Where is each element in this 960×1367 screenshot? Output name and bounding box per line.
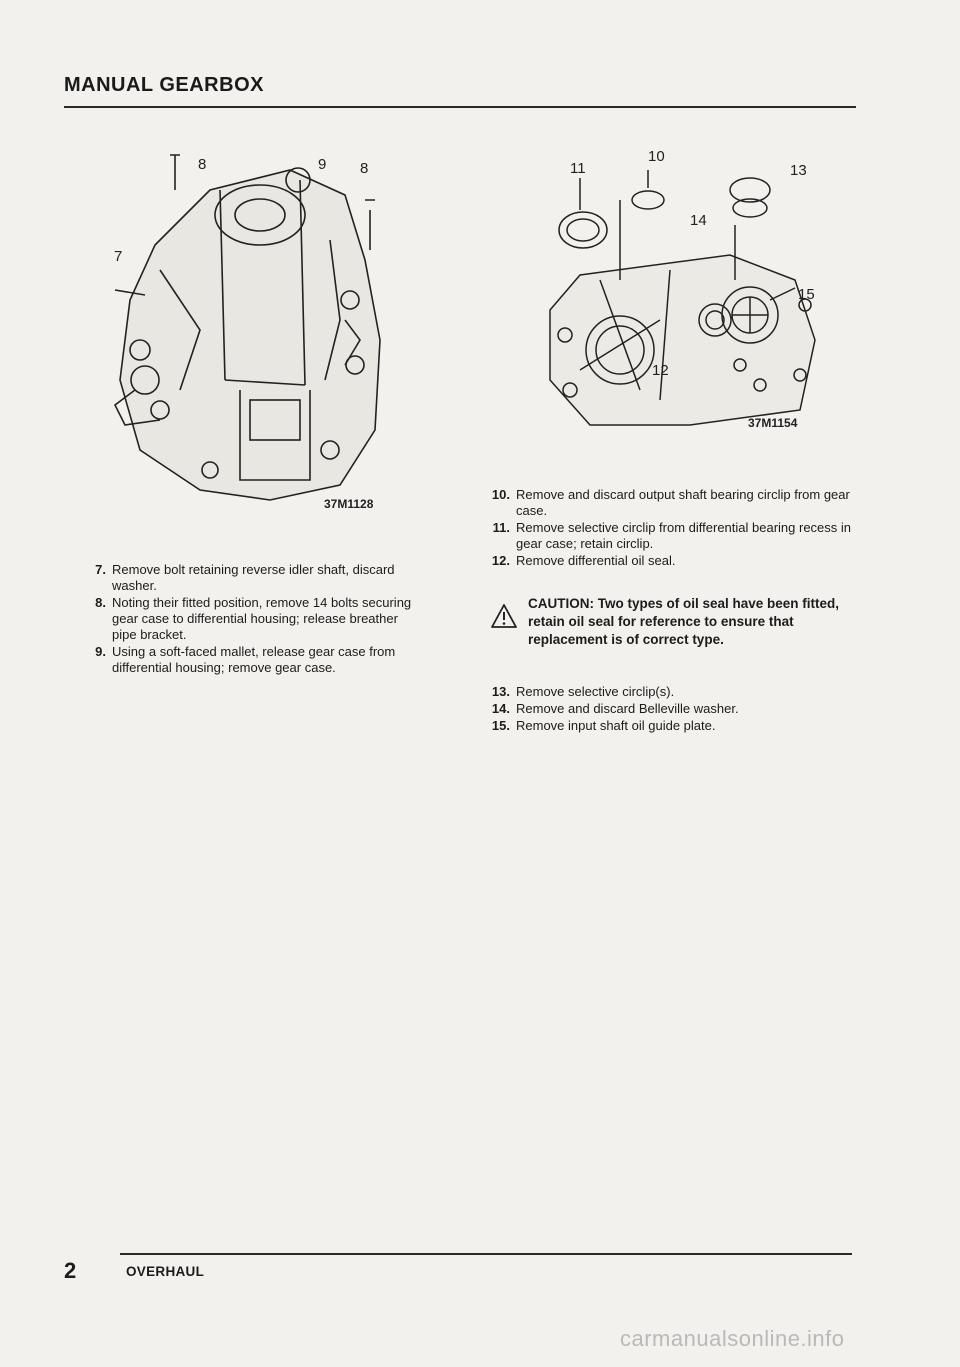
step-item — [476, 684, 856, 700]
callout-15: 15 — [798, 286, 815, 303]
step-item — [476, 701, 856, 717]
step-item — [476, 718, 856, 734]
step-item — [72, 562, 422, 594]
step-text: Remove selective circlip(s). — [516, 684, 675, 699]
footer-rule — [120, 1253, 852, 1255]
step-text: Noting their fitted position, remove 14 bolts securing gear case to differential housing; release breather pipe bracket. — [112, 595, 412, 642]
page-title: MANUAL GEARBOX — [64, 74, 264, 96]
step-number: 7. — [95, 562, 106, 577]
step-number: 9. — [95, 644, 106, 659]
header-rule — [64, 106, 856, 108]
watermark: carmanualsonline.info — [620, 1326, 845, 1351]
step-text: Remove and discard Belleville washer. — [516, 701, 739, 716]
page-number: 2 — [64, 1258, 77, 1283]
steps-list-right-a — [476, 487, 856, 570]
callout-11: 11 — [570, 160, 586, 177]
callout-12: 12 — [652, 362, 669, 379]
callout-10: 10 — [648, 148, 665, 165]
step-number: 11. — [492, 520, 510, 535]
steps-list-left — [72, 562, 422, 677]
step-number: 13. — [491, 684, 510, 699]
step-item — [476, 520, 856, 552]
step-text: Remove input shaft oil guide plate. — [516, 718, 716, 733]
callout-8b: 8 — [360, 160, 369, 177]
step-number: 15. — [491, 718, 510, 733]
step-text: Remove and discard output shaft bearing circlip from gear case. — [516, 487, 850, 518]
step-item — [476, 487, 856, 519]
step-number: 8. — [95, 595, 106, 610]
step-number: 12. — [491, 553, 510, 568]
step-item — [72, 644, 422, 676]
gear-case-illustration — [100, 150, 410, 510]
caution-box — [490, 595, 860, 649]
callout-8a: 8 — [198, 156, 207, 173]
callout-14: 14 — [690, 212, 707, 229]
callout-13: 13 — [790, 162, 807, 179]
figure-code-left: 37M1128 — [324, 497, 374, 511]
section-name: OVERHAUL — [126, 1264, 205, 1279]
step-text: Remove selective circlip from differential bearing recess in gear case; retain circlip. — [516, 520, 852, 551]
steps-list-right-b — [476, 684, 856, 735]
callout-9: 9 — [318, 156, 327, 173]
figure-gear-case-interior — [520, 140, 850, 440]
caution-text: CAUTION: Two types of oil seal have been fitted, retain oil seal for reference to ensure that replacement is of correct type. — [528, 596, 840, 647]
step-number: 10. — [491, 487, 510, 502]
step-number: 14. — [491, 701, 510, 716]
step-text: Remove differential oil seal. — [516, 553, 676, 568]
step-item — [476, 553, 856, 569]
figure-code-right: 37M1154 — [748, 416, 798, 430]
callout-7: 7 — [114, 248, 123, 265]
step-text: Using a soft-faced mallet, release gear case from differential housing; remove gear case. — [112, 644, 396, 675]
step-item — [72, 595, 422, 643]
figure-gear-case — [100, 150, 410, 510]
warning-triangle-icon — [490, 603, 518, 629]
step-text: Remove bolt retaining reverse idler shaft, discard washer. — [112, 562, 395, 593]
